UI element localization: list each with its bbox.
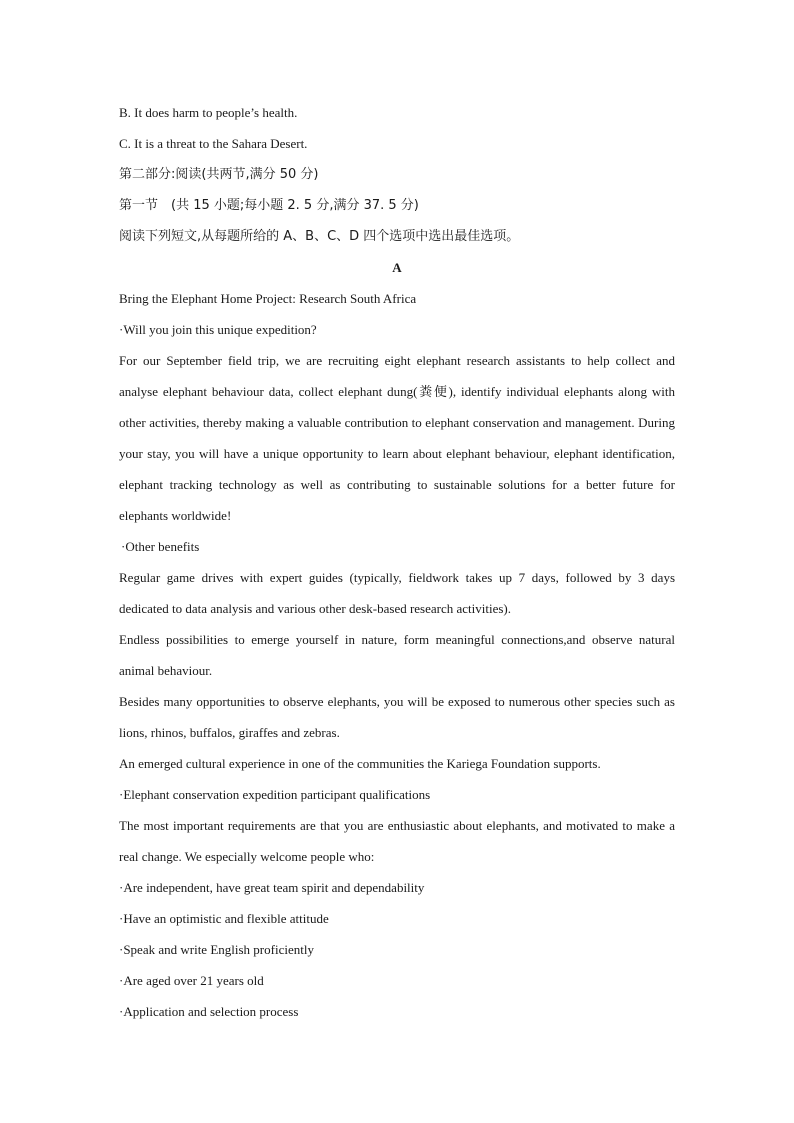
option-c: C. It is a threat to the Sahara Desert.: [119, 136, 308, 151]
option-b: B. It does harm to people’s health.: [119, 105, 298, 120]
passage-title: Bring the Elephant Home Project: Research South Africa: [119, 291, 417, 306]
intro-paragraph: For our September field trip, we are recruiting eight elephant research assistants to help collect and analyse elephant behaviour data, collect elephant dung(粪便), identify individual elephants along with other activities, thereby making a valuable contribution to elephant conservation and management. During your stay, you will have a unique opportunity to learn about elephant behaviour, elephant identification, elephant tracking technology as well as contributing to sustainable solutions for a better future for elephants worldwide!: [119, 353, 675, 523]
document-page: [119, 97, 675, 1027]
benefit-2: Endless possibilities to emerge yourself in nature, form meaningful connections,and observe natural animal behaviour.: [119, 632, 675, 678]
heading-application: ·Application and selection process: [119, 1004, 299, 1019]
part-title: 第二部分:阅读(共两节,满分 50 分): [119, 167, 319, 182]
benefit-4: An emerged cultural experience in one of the communities the Kariega Foundation supports.: [119, 756, 601, 771]
requirement-3: ·Speak and write English proficiently: [119, 942, 314, 957]
heading-benefits: ·Other benefits: [121, 539, 200, 554]
requirement-4: ·Are aged over 21 years old: [119, 973, 264, 988]
subsection-title: 第一节 (共 15 小题;每小题 2. 5 分,满分 37. 5 分): [119, 198, 419, 213]
benefit-3: Besides many opportunities to observe elephants, you will be exposed to numerous other species such as lions, rhinos, buffalos, giraffes and zebras.: [119, 694, 675, 740]
heading-join: ·Will you join this unique expedition?: [119, 322, 317, 337]
qualifications-paragraph: The most important requirements are that you are enthusiastic about elephants, and motivated to make a real change. We especially welcome people who:: [119, 818, 675, 864]
requirement-1: ·Are independent, have great team spirit and dependability: [119, 880, 425, 895]
passage-label: A: [392, 260, 402, 275]
requirement-2: ·Have an optimistic and flexible attitude: [119, 911, 329, 926]
heading-qualifications: ·Elephant conservation expedition participant qualifications: [119, 787, 431, 802]
instruction: 阅读下列短文,从每题所给的 A、B、C、D 四个选项中选出最佳选项。: [119, 229, 520, 244]
benefit-1: Regular game drives with expert guides (typically, fieldwork takes up 7 days, followed by 3 days dedicated to data analysis and various other desk-based research activities).: [119, 570, 675, 616]
